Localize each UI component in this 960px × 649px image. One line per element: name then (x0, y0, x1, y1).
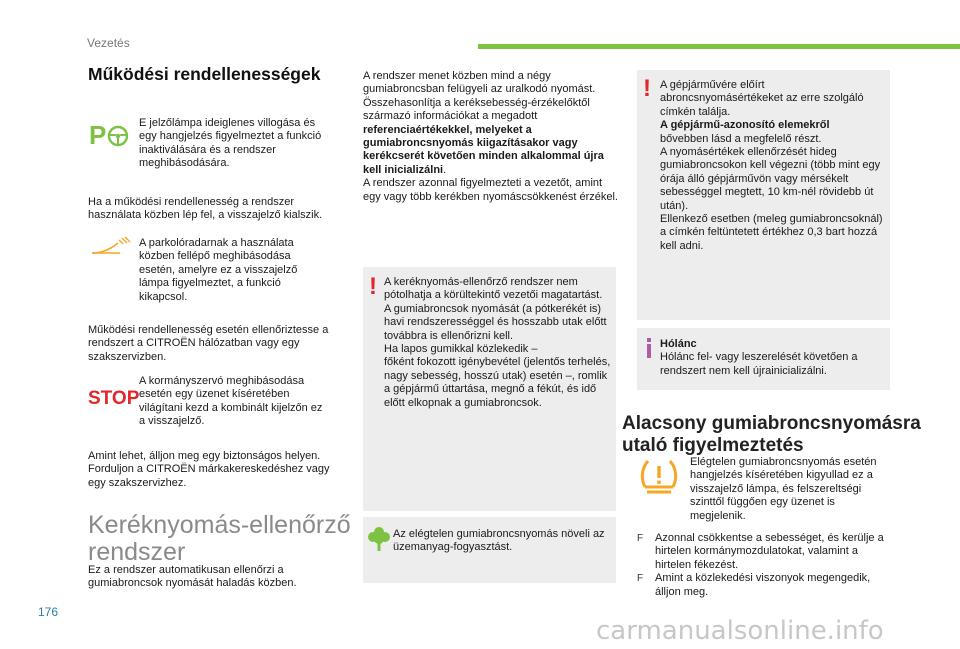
low-pressure-heading-line1: Alacsony gumiabroncsnyomásra (622, 413, 921, 434)
snow-chains-text (660, 338, 888, 378)
power-steering-text: A kormányszervó meghibásodása esetén egy üzenet kíséretében világítani kezd a kombinált kijelzőn ez a visszajelző. (139, 375, 323, 428)
warning-driving-text: A keréknyomás-ellenőrző rendszer nem pótolhatja a körültekintő vezetői magatartást. A gumiabroncsok nyomását (a pótkerékét is) havi rendszerességgel és hosszabb utak előtt továbbra is ellenőrizni kell. Ha lapos gumikkal közlekedik – főként fokozott igénybevétel (jelentős terhelés, nagy sebesség, hosszú utak) esetén –, romlik a gépjármű úttartása, megnő a fékút, és idő előtt elkopnak a gumiabroncsok. (384, 276, 611, 409)
park-assist-icon (90, 237, 130, 257)
pressure-warning-text (660, 79, 888, 253)
warning-icon: ! (369, 273, 377, 300)
tpms-intro: Ez a rendszer automatikusan ellenőrzi a gumiabroncsok nyomását haladás közben. (88, 564, 297, 590)
tpms-description-b: . (443, 163, 447, 176)
snow-chains-title: Hólánc (660, 338, 697, 350)
low-pressure-text: Elégtelen gumiabroncsnyomás esetén hangjelzés kíséretében kigyullad ez a visszajelző lámpa, és felszereltségi szinttől függően egy üzenet is megjelenik. (690, 456, 877, 522)
list-item (637, 532, 892, 572)
page-number: 176 (38, 605, 59, 619)
stop-label: STOP (88, 388, 140, 409)
pressure-warning-bold: A gépjármű-azonosító elemekről (660, 119, 830, 132)
stop-advice-text: Amint lehet, álljon meg egy biztonságos helyen. Forduljon a CITROËN márkakereskedéshez vagy egy szakszervizhez. (88, 450, 330, 489)
info-icon (644, 338, 654, 358)
list-item-text: Azonnal csökkentse a sebességet, és kerülje a hirtelen kormánymozdulatokat, valamint a hirtelen fékezést. (655, 532, 884, 571)
network-check-text: Működési rendellenesség esetén ellenőriztesse a rendszert a CITROËN hálózatban vagy egy szakszervizben. (88, 324, 329, 363)
tpms-description-bold: referenciaértékekkel, melyeket a gumiabroncsnyomás kiigazításakor vagy kerékcserét követően minden alkalommal újra kell inicializálni (363, 123, 604, 176)
list-item (637, 572, 892, 599)
section-accent-bar (478, 44, 960, 49)
p-warning-text: E jelzőlámpa ideiglenes villogása és egy hangjelzés figyelmeztet a funkció inaktiválására és a rendszer meghibásodására. (139, 117, 322, 170)
low-pressure-heading (622, 413, 921, 457)
pressure-warning-b: bővebben lásd a megfelelő részt. A nyomásértékek ellenőrzését hideg gumiabroncsokon kell végezni (több mint egy órája álló gépjárművön vagy mérsékelt sebességgel megtett, 10 km-nél rövidebb út után). Ellenkező esetben (meleg gumiabroncsoknál) a címkén feltüntetett értékhez 0,3 bart hozzá kell adni. (660, 132, 883, 252)
park-assist-text: A parkolóradarnak a használata közben fellépő meghibásodása esetén, amelyre ez a visszajelző lámpa figyelmeztet, a funkció kikapcsol. (139, 237, 298, 303)
low-pressure-heading-line2: utaló figyelmeztetés (622, 435, 804, 456)
list-item-text: Amint a közlekedési viszonyok megengedik, álljon meg. (655, 572, 871, 598)
stop-icon (88, 386, 140, 409)
eco-tree-icon (368, 526, 390, 552)
eco-text: Az elégtelen gumiabroncsnyomás növeli az üzemanyag-fogyasztást. (393, 528, 605, 554)
bullet-marker: F (637, 533, 644, 544)
tpms-description-c: A rendszer azonnal figyelmezteti a vezetőt, amint egy vagy több kerékben nyomáscsökkenést érzékel. (363, 177, 618, 203)
tpms-heading-line2: rendszer (88, 538, 186, 566)
tpms-description (363, 70, 618, 204)
svg-text:P: P (89, 120, 107, 150)
section-label: Vezetés (87, 36, 130, 50)
malfunction-intro: Ha a működési rendellenesség a rendszer használata közben lép fel, a visszajelző kialszik. (88, 196, 323, 222)
bullet-marker: F (637, 573, 644, 585)
pressure-warning-a: A gépjárművére előírt abroncsnyomásértékeket az erre szolgáló címkén találja. (660, 79, 864, 118)
watermark: carmanualsonline.info (596, 616, 884, 646)
low-pressure-actions (637, 532, 892, 599)
tyre-pressure-icon (639, 457, 679, 495)
snow-chains-body: Hólánc fel- vagy leszerelését követően a rendszert nem kell újrainicializálni. (660, 351, 858, 377)
page-title: Működési rendellenességek (88, 64, 321, 84)
warning-icon-pressure: ! (643, 75, 651, 102)
tpms-description-a: A rendszer menet közben mind a négy gumiabroncsban felügyeli az uralkodó nyomást. Összehasonlítja a keréksebesség-érzékelőktől származó információkat a megadott (363, 70, 596, 123)
tpms-heading-line1: Keréknyomás-ellenőrző (88, 511, 351, 539)
tpms-heading (88, 512, 351, 566)
park-steering-icon (89, 120, 129, 150)
